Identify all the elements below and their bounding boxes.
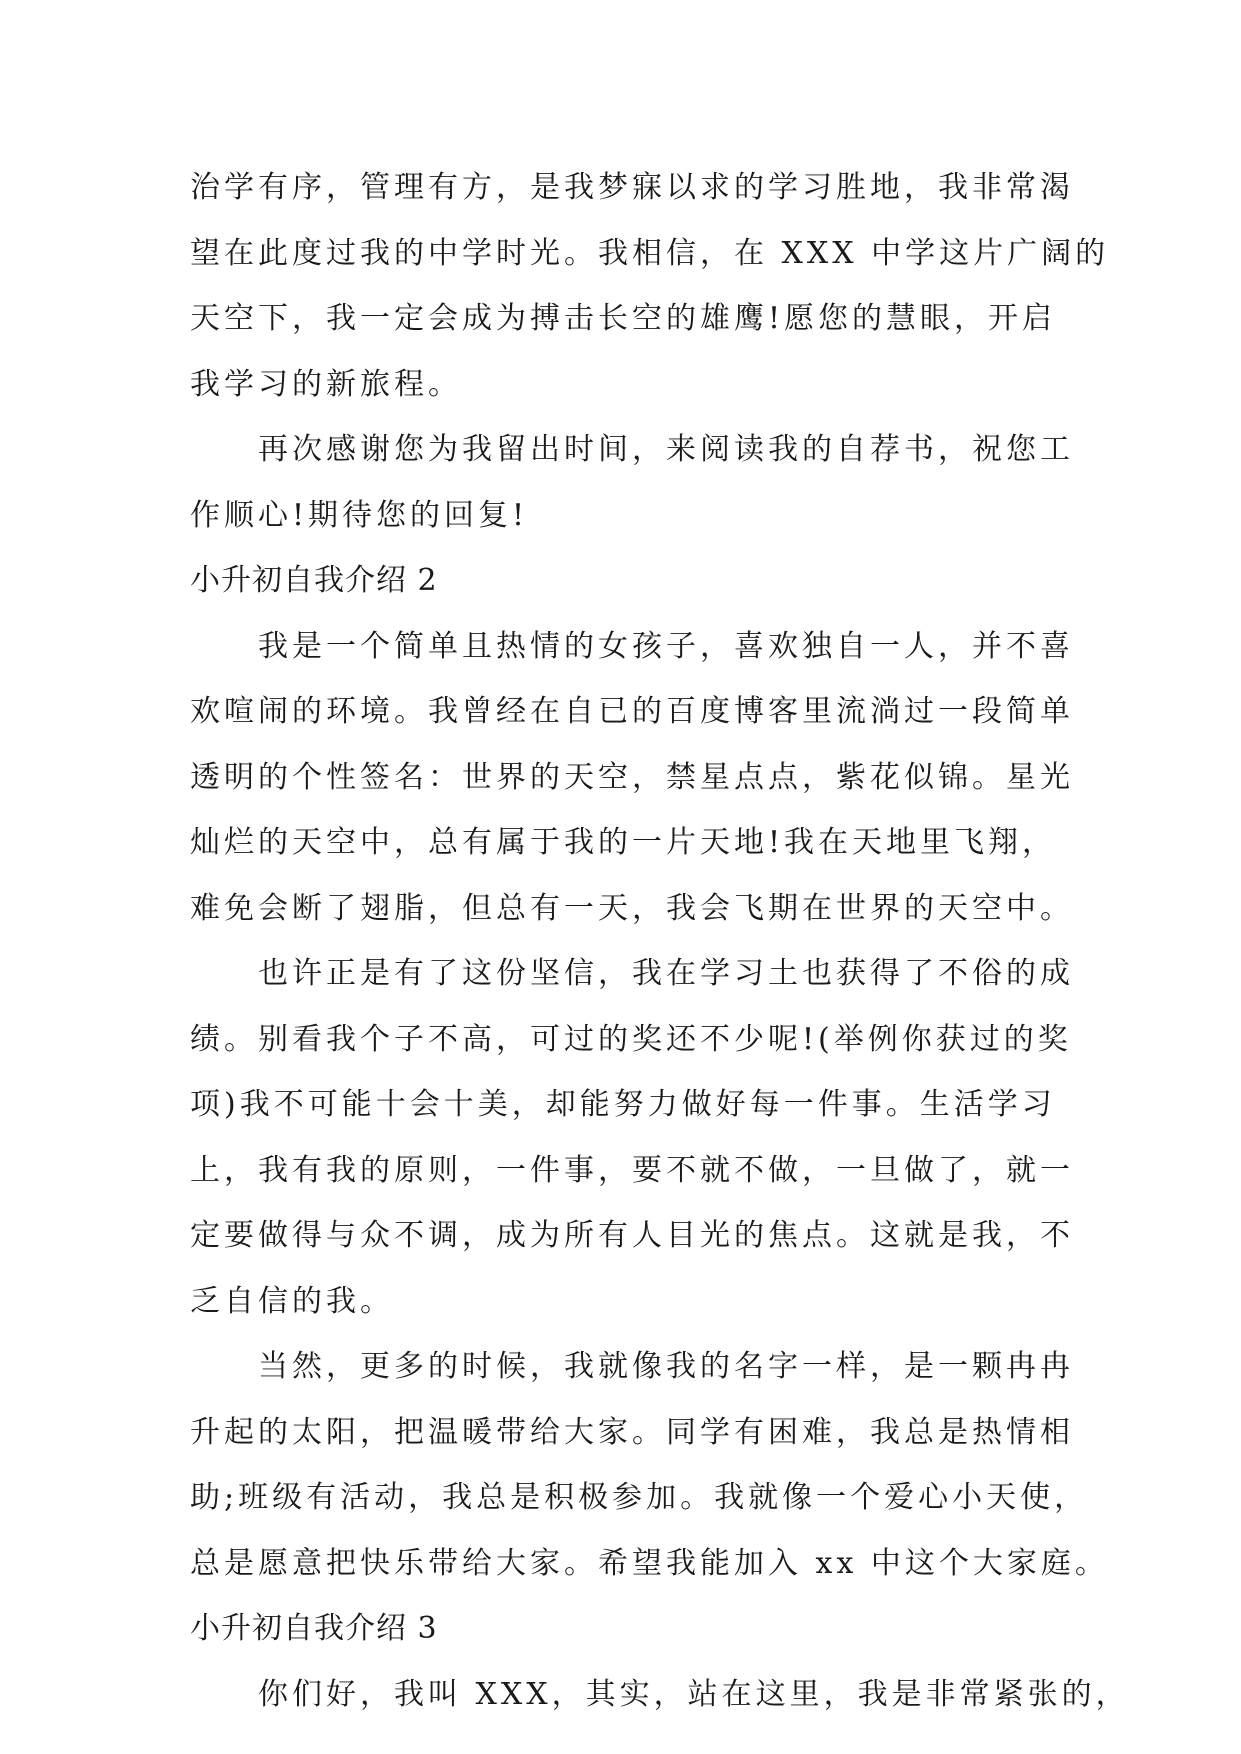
text-line: 作顺心!期待您的回复! bbox=[190, 497, 529, 533]
paragraph-first-line: 我是一个简单且热情的女孩子，喜欢独自一人，并不喜 bbox=[258, 628, 1074, 664]
text-line: 灿烂的天空中，总有属于我的一片天地!我在天地里飞翔， bbox=[190, 825, 1057, 860]
text-line: 欢喧闹的环境。我曾经在自已的百度博客里流淌过一段简单 bbox=[190, 694, 1074, 729]
section-heading: 小升初自我介绍 2 bbox=[190, 563, 438, 598]
text-line: 定要做得与众不调，成为所有人目光的焦点。这就是我，不 bbox=[190, 1218, 1074, 1253]
text-line: 我学习的新旅程。 bbox=[190, 366, 462, 402]
text-line: 望在此度过我的中学时光。我相信，在 XXX 中学这片广阔的 bbox=[190, 235, 1110, 271]
paragraph-first-line: 你们好，我叫 XXX，其实，站在这里，我是非常紧张的， bbox=[258, 1676, 1130, 1712]
document-body bbox=[190, 155, 1130, 1727]
text-line: 助;班级有活动，我总是积极参加。我就像一个爱心小天使， bbox=[190, 1480, 1089, 1515]
paragraph-first-line: 也许正是有了这份坚信，我在学习土也获得了不俗的成 bbox=[258, 956, 1074, 991]
text-line: 透明的个性签名：世界的天空，禁星点点，紫花似锦。星光 bbox=[190, 759, 1074, 795]
text-line: 绩。别看我个子不高，可过的奖还不少呢!(举例你获过的奖 bbox=[190, 1021, 1072, 1057]
text-line: 乏自信的我。 bbox=[190, 1283, 394, 1319]
text-line: 上，我有我的原则，一件事，要不就不做，一旦做了，就一 bbox=[190, 1152, 1074, 1188]
section-heading: 小升初自我介绍 3 bbox=[190, 1611, 438, 1646]
text-line: 项)我不可能十会十美，却能努力做好每一件事。生活学习 bbox=[190, 1087, 1056, 1122]
text-line: 升起的太阳，把温暖带给大家。同学有困难，我总是热情相 bbox=[190, 1414, 1074, 1450]
paragraph-first-line: 再次感谢您为我留出时间，来阅读我的自荐书，祝您工 bbox=[258, 432, 1074, 467]
paragraph-first-line: 当然，更多的时候，我就像我的名字一样，是一颗冉冉 bbox=[258, 1349, 1074, 1384]
text-line: 难免会断了翅脂，但总有一天，我会飞期在世界的天空中。 bbox=[190, 890, 1074, 926]
text-line: 总是愿意把快乐带给大家。希望我能加入 xx 中这个大家庭。 bbox=[190, 1545, 1109, 1581]
text-line: 天空下，我一定会成为搏击长空的雄鹰!愿您的慧眼，开启 bbox=[190, 301, 1057, 336]
text-line: 治学有序，管理有方，是我梦寐以求的学习胜地，我非常渴 bbox=[190, 170, 1074, 205]
